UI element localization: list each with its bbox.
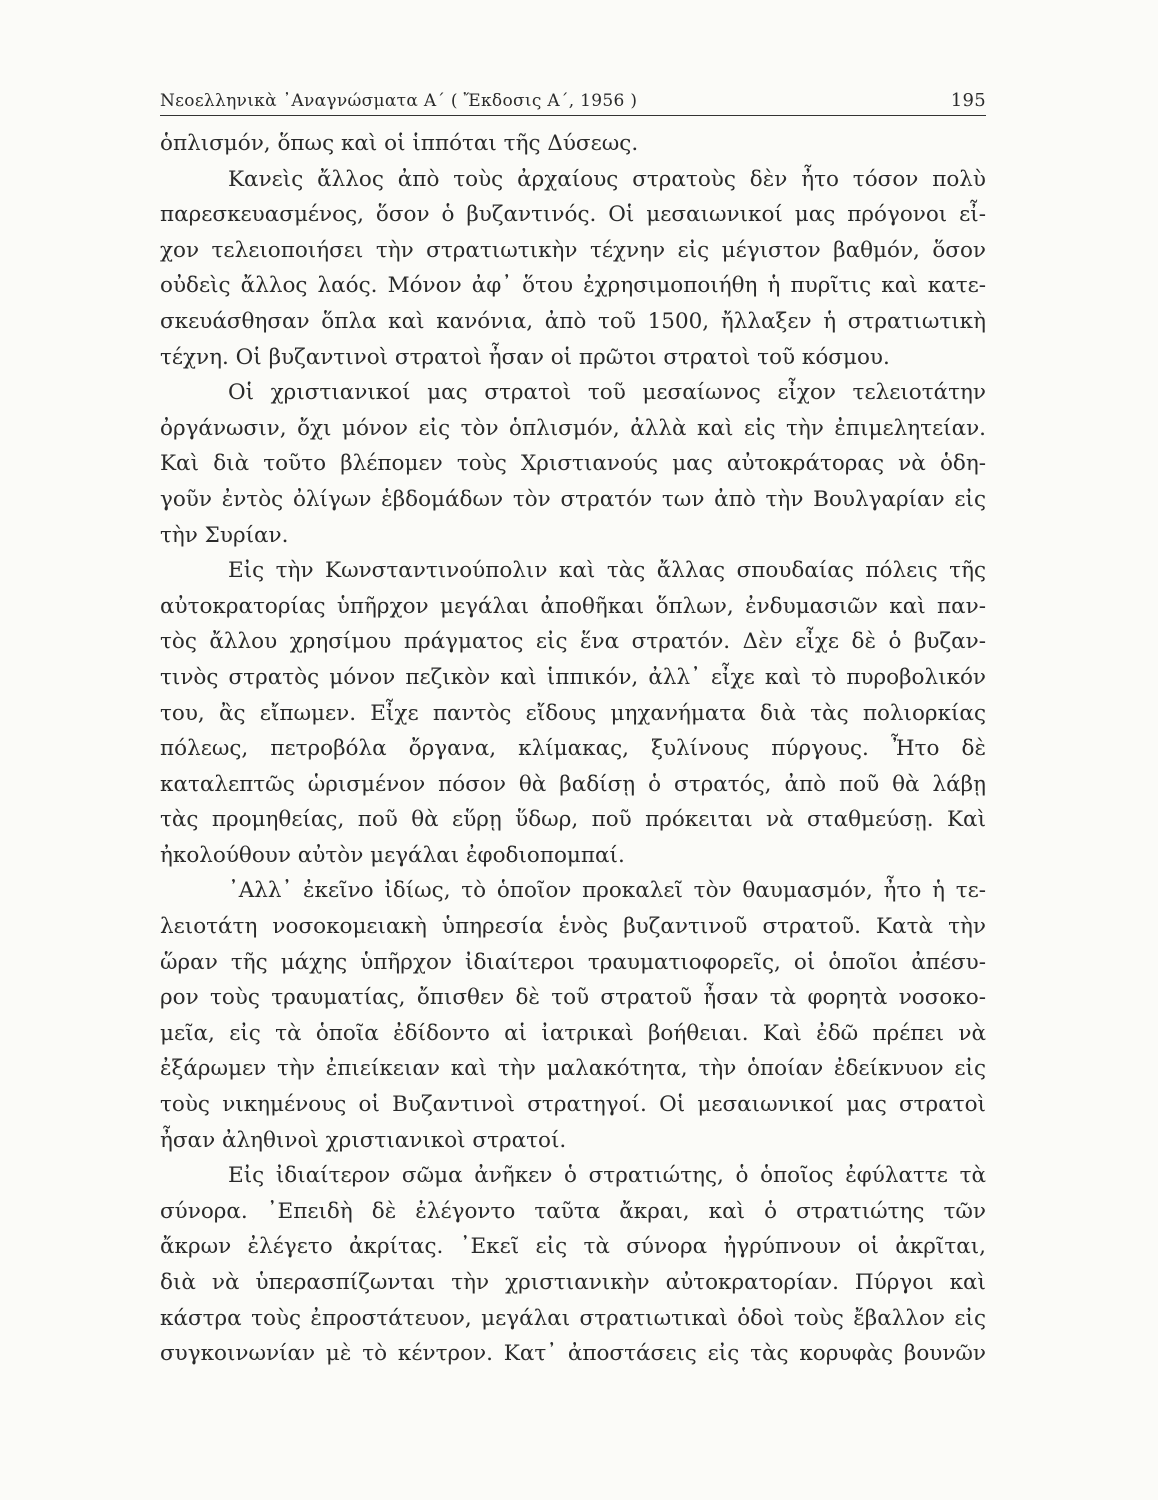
text-line: τέχνη. Οἱ βυζαντινοὶ στρατοὶ ἦσαν οἱ πρῶτοι στρατοὶ τοῦ κόσμου.	[160, 344, 890, 370]
text-line: Καὶ διὰ τοῦτο βλέπομεν τοὺς Χριστιανούς μας αὐτοκράτορας νὰ ὁδη-	[160, 451, 986, 477]
text-line: πόλεως, πετροβόλα ὄργανα, κλίμακας, ξυλίνους πύργους. Ἦτο δὲ	[160, 736, 986, 762]
running-title: Νεοελληνικὰ ᾿Αναγνώσματα Α΄ ( Ἔκδοσις Α΄, 1956 )	[160, 91, 638, 111]
paragraph	[160, 873, 986, 1158]
text-line: τοὺς νικημένους οἱ Βυζαντινοὶ στρατηγοί. Οἱ μεσαιωνικοί μας στρατοὶ	[160, 1092, 986, 1118]
text-line: ὥραν τῆς μάχης ὑπῆρχον ἰδιαίτεροι τραυματιοφορεῖς, οἱ ὁποῖοι ἀπέσυ-	[160, 949, 986, 975]
text-line: ἠκολούθουν αὐτὸν μεγάλαι ἐφοδιοπομπαί.	[160, 842, 625, 868]
text-line: χον τελειοποιήσει τὴν στρατιωτικὴν τέχνην εἰς μέγιστον βαθμόν, ὅσον	[160, 237, 986, 263]
paragraph	[160, 126, 986, 162]
text-line: ὁπλισμόν, ὅπως καὶ οἱ ἱππόται τῆς Δύσεως.	[160, 131, 639, 156]
paragraph	[160, 553, 986, 873]
text-line: Εἰς ἰδιαίτερον σῶμα ἀνῆκεν ὁ στρατιώτης, ὁ ὁποῖος ἐφύλαττε τὰ	[228, 1163, 986, 1189]
body-text	[160, 126, 986, 1372]
text-line: γοῦν ἐντὸς ὀλίγων ἑβδομάδων τὸν στρατόν των ἀπὸ τὴν Βουλγαρίαν εἰς	[160, 486, 986, 512]
text-line: σκευάσθησαν ὅπλα καὶ κανόνια, ἀπὸ τοῦ 1500, ἤλλαξεν ἡ στρατιωτικὴ	[160, 308, 986, 334]
paragraph	[160, 1158, 986, 1372]
text-line: ἄκρων ἐλέγετο ἀκρίτας. ᾿Εκεῖ εἰς τὰ σύνορα ἠγρύπνουν οἱ ἀκρῖται,	[160, 1234, 986, 1260]
paragraph	[160, 162, 986, 376]
text-line: οὐδεὶς ἄλλος λαός. Μόνον ἀφ᾿ ὅτου ἐχρησιμοποιήθη ἡ πυρῖτις καὶ κατε-	[160, 273, 986, 299]
text-line: Κανεὶς ἄλλος ἀπὸ τοὺς ἀρχαίους στρατοὺς δὲν ἦτο τόσον πολὺ	[228, 166, 986, 192]
text-line: κάστρα τοὺς ἐπροστάτευον, μεγάλαι στρατιωτικαὶ ὁδοὶ τοὺς ἔβαλλον εἰς	[160, 1305, 986, 1331]
page-number: 195	[950, 90, 986, 111]
text-line: τὴν Συρίαν.	[160, 522, 289, 548]
text-line: σύνορα. ᾿Επειδὴ δὲ ἐλέγοντο ταῦτα ἄκραι, καὶ ὁ στρατιώτης τῶν	[160, 1198, 986, 1224]
text-line: ἐξάρωμεν τὴν ἐπιείκειαν καὶ τὴν μαλακότητα, τὴν ὁποίαν ἐδείκνυον εἰς	[160, 1056, 986, 1082]
text-line: ᾿Αλλ᾿ ἐκεῖνο ἰδίως, τὸ ὁποῖον προκαλεῖ τὸν θαυμασμόν, ἦτο ἡ τε-	[228, 878, 986, 904]
text-line: λειοτάτη νοσοκομειακὴ ὑπηρεσία ἑνὸς βυζαντινοῦ στρατοῦ. Κατὰ τὴν	[160, 914, 986, 940]
text-line: τινὸς στρατὸς μόνον πεζικὸν καὶ ἱππικόν, ἀλλ᾿ εἶχε καὶ τὸ πυροβολικόν	[160, 664, 986, 690]
text-line: ὀργάνωσιν, ὄχι μόνον εἰς τὸν ὁπλισμόν, ἀλλὰ καὶ εἰς τὴν ἐπιμελητείαν.	[160, 415, 986, 441]
text-line: καταλεπτῶς ὡρισμένον πόσον θὰ βαδίσῃ ὁ στρατός, ἀπὸ ποῦ θὰ λάβῃ	[160, 771, 986, 797]
text-line: ρον τοὺς τραυματίας, ὄπισθεν δὲ τοῦ στρατοῦ ἦσαν τὰ φορητὰ νοσοκο-	[160, 985, 986, 1011]
text-line: Οἱ χριστιανικοί μας στρατοὶ τοῦ μεσαίωνος εἶχον τελειοτάτην	[228, 380, 986, 406]
text-line: ἦσαν ἀληθινοὶ χριστιανικοὶ στρατοί.	[160, 1127, 567, 1153]
running-header	[160, 90, 986, 116]
text-line: Εἰς τὴν Κωνσταντινούπολιν καὶ τὰς ἄλλας σπουδαίας πόλεις τῆς	[228, 558, 986, 584]
text-line: τὸς ἄλλου χρησίμου πράγματος εἰς ἕνα στρατόν. Δὲν εἶχε δὲ ὁ βυζαν-	[160, 629, 986, 655]
text-line: μεῖα, εἰς τὰ ὁποῖα ἐδίδοντο αἱ ἰατρικαὶ βοήθειαι. Καὶ ἐδῶ πρέπει νὰ	[160, 1020, 986, 1046]
text-line: συγκοινωνίαν μὲ τὸ κέντρον. Κατ᾿ ἀποστάσεις εἰς τὰς κορυφὰς βουνῶν	[160, 1341, 986, 1367]
text-line: τὰς προμηθείας, ποῦ θὰ εὕρῃ ὕδωρ, ποῦ πρόκειται νὰ σταθμεύσῃ. Καὶ	[160, 807, 986, 833]
text-line: αὐτοκρατορίας ὑπῆρχον μεγάλαι ἀποθῆκαι ὅπλων, ἐνδυμασιῶν καὶ παν-	[160, 593, 986, 619]
text-line: του, ἂς εἴπωμεν. Εἶχε παντὸς εἴδους μηχανήματα διὰ τὰς πολιορκίας	[160, 700, 986, 726]
text-line: διὰ νὰ ὑπερασπίζωνται τὴν χριστιανικὴν αὐτοκρατορίαν. Πύργοι καὶ	[160, 1270, 986, 1295]
paragraph	[160, 375, 986, 553]
text-line: παρεσκευασμένος, ὅσον ὁ βυζαντινός. Οἱ μεσαιωνικοί μας πρόγονοι εἶ-	[160, 202, 986, 228]
